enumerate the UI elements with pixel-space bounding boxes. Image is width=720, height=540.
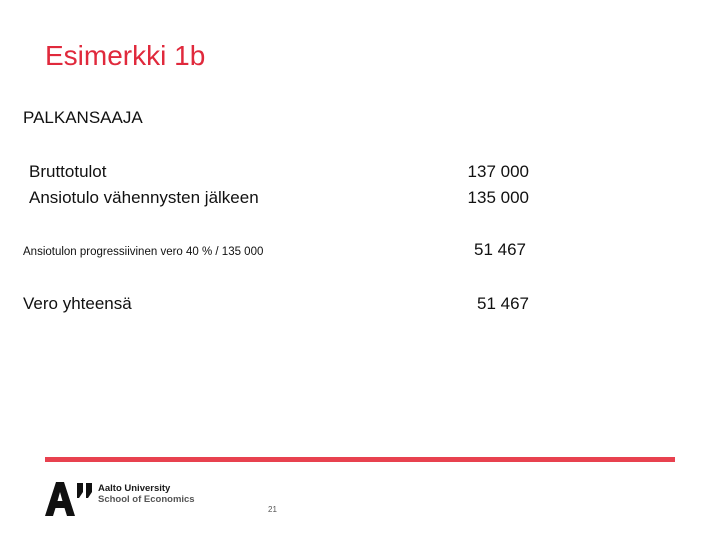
aalto-logo-text bbox=[98, 483, 195, 505]
page-number: 21 bbox=[268, 505, 277, 514]
row-value-progressive-tax: 51 467 bbox=[474, 240, 526, 259]
aalto-logo-icon bbox=[45, 482, 95, 516]
row-label-progressive-tax: Ansiotulon progressiivinen vero 40 % / 135 000 bbox=[23, 246, 264, 258]
row-label-gross-income: Bruttotulot bbox=[29, 162, 107, 181]
row-label-earned-income-after-deductions: Ansiotulo vähennysten jälkeen bbox=[29, 188, 259, 207]
footer-divider bbox=[45, 457, 675, 462]
row-label-total-tax: Vero yhteensä bbox=[23, 294, 132, 313]
row-value-total-tax: 51 467 bbox=[477, 294, 529, 313]
section-heading: PALKANSAAJA bbox=[23, 108, 143, 127]
logo-line-university: Aalto University bbox=[98, 483, 171, 494]
slide-title: Esimerkki 1b bbox=[45, 40, 206, 71]
row-value-earned-income-after-deductions: 135 000 bbox=[467, 188, 529, 207]
logo-line-school: School of Economics bbox=[98, 494, 195, 505]
row-value-gross-income: 137 000 bbox=[467, 162, 529, 181]
